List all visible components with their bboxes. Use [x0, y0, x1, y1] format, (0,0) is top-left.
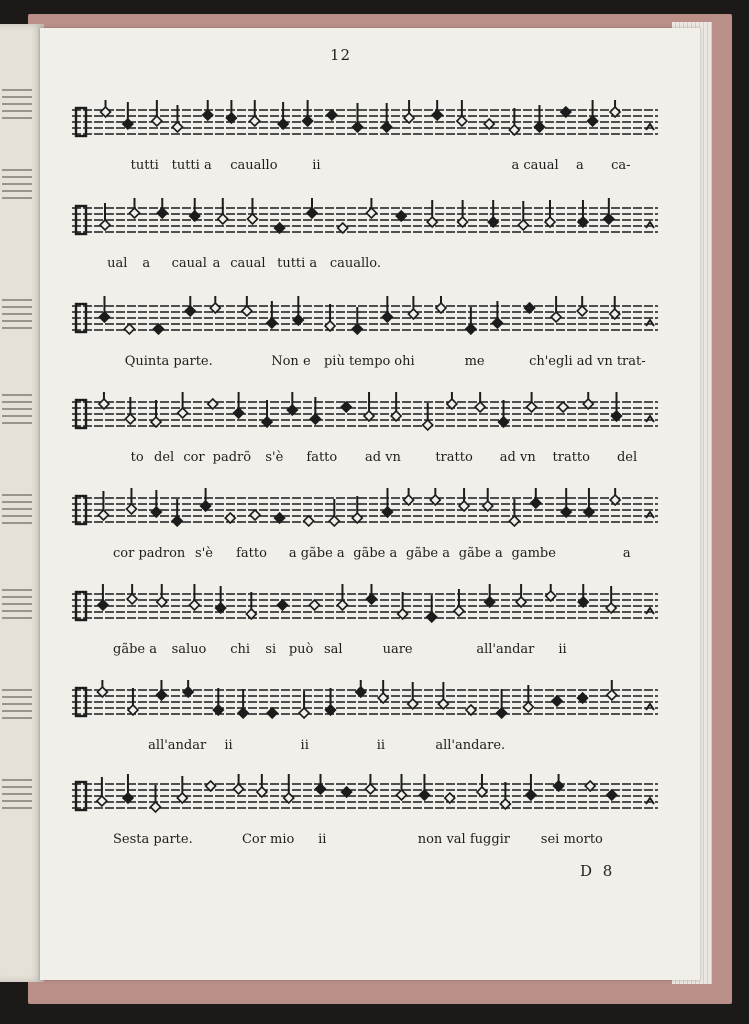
lyric-syllable: cor padron: [113, 546, 186, 561]
lyric-syllable: a: [212, 256, 221, 271]
note-head: [304, 516, 314, 526]
note-head: [497, 708, 507, 718]
note-head: [607, 790, 617, 800]
note-head: [531, 498, 541, 508]
note-head: [518, 220, 528, 230]
lyric-line: [72, 256, 658, 276]
staff: [72, 392, 658, 442]
music-system: [72, 198, 658, 276]
note-head: [172, 122, 182, 132]
lyric-syllable: cauallo.: [329, 256, 382, 271]
lyric-syllable: sal: [323, 642, 343, 657]
lyric-syllable: ii: [312, 158, 321, 173]
lyric-line: [72, 450, 658, 470]
note-head: [277, 600, 287, 610]
note-head: [250, 510, 260, 520]
lyric-syllable: tratto: [552, 450, 590, 465]
note-head: [337, 600, 347, 610]
note-head: [309, 600, 319, 610]
lyric-syllable: tutti: [130, 158, 159, 173]
note-head: [153, 324, 163, 334]
music-system: [72, 100, 658, 178]
lyric-syllable: tutti a: [277, 256, 318, 271]
lyric-syllable: ii: [376, 738, 386, 753]
note-head: [419, 790, 429, 800]
lyric-syllable: s'è: [265, 450, 284, 465]
note-head: [457, 116, 467, 126]
note-head: [382, 122, 392, 132]
staff-notation: [72, 488, 658, 538]
custos-mark: [646, 608, 654, 614]
note-head: [98, 510, 108, 520]
lyric-syllable: uare: [382, 642, 413, 657]
note-head: [341, 402, 351, 412]
note-head: [475, 402, 485, 412]
lyric-syllable: ual: [107, 256, 128, 271]
note-head: [247, 214, 257, 224]
note-head: [352, 324, 362, 334]
music-system: [72, 392, 658, 470]
lyric-syllable: più tempo: [323, 354, 391, 369]
music-system: [72, 296, 658, 374]
note-head: [130, 208, 140, 218]
note-head: [152, 116, 162, 126]
lyric-syllable: fatto: [236, 546, 267, 561]
lyric-syllable: ohi: [394, 354, 415, 369]
lyric-syllable: a: [622, 546, 631, 561]
note-head: [218, 214, 228, 224]
note-head: [588, 116, 598, 126]
staff-notation: [72, 296, 658, 346]
lyric-line: [72, 546, 658, 566]
note-head: [310, 414, 320, 424]
note-head: [492, 318, 502, 328]
note-head: [178, 408, 188, 418]
custos-mark: [646, 320, 654, 326]
lyric-syllable: all'andar: [148, 738, 207, 753]
lyric-syllable: gãbe a: [113, 642, 157, 657]
lyric-syllable: ch'egli ad vn trat-: [529, 354, 646, 369]
staff-notation: [72, 774, 658, 824]
note-head: [151, 802, 161, 812]
lyric-syllable: del: [616, 450, 638, 465]
lyric-line: [72, 158, 658, 178]
signature-mark: D 8: [580, 862, 616, 880]
lyric-line: [72, 832, 658, 852]
lyric-syllable: Sesta parte.: [113, 832, 193, 847]
staff: [72, 488, 658, 538]
note-head: [454, 606, 464, 616]
lyric-syllable: all'andar: [476, 642, 535, 657]
note-head: [365, 784, 375, 794]
note-head: [124, 324, 134, 334]
note-head: [98, 600, 108, 610]
staff: [72, 774, 658, 824]
note-head: [127, 594, 137, 604]
lyric-syllable: caual: [171, 256, 207, 271]
note-head: [185, 306, 195, 316]
left-page-edge: [0, 24, 44, 982]
lyric-line: [72, 738, 658, 758]
lyric-syllable: all'andare.: [435, 738, 506, 753]
page-number: 12: [330, 46, 352, 64]
note-head: [396, 790, 406, 800]
lyric-syllable: ca-: [611, 158, 631, 173]
lyric-syllable: tratto: [435, 450, 473, 465]
note-head: [238, 708, 248, 718]
note-head: [299, 708, 309, 718]
note-head: [126, 504, 136, 514]
lyric-syllable: cor: [183, 450, 205, 465]
lyric-syllable: ad vn: [365, 450, 401, 465]
note-head: [558, 402, 568, 412]
lyric-syllable: padrõ: [212, 450, 252, 465]
lyric-syllable: s'è: [195, 546, 213, 561]
lyric-syllable: cauallo: [230, 158, 278, 173]
custos-mark: [646, 124, 654, 130]
lyric-syllable: gãbe a: [406, 546, 450, 561]
note-head: [156, 690, 166, 700]
music-system: [72, 680, 658, 758]
note-head: [423, 420, 433, 430]
note-head: [307, 208, 317, 218]
staff: [72, 296, 658, 346]
staff-notation: [72, 392, 658, 442]
lyric-syllable: gãbe a: [458, 546, 503, 561]
note-head: [157, 208, 167, 218]
lyric-syllable: chi: [230, 642, 251, 657]
lyric-syllable: può: [288, 642, 314, 657]
music-system: [72, 488, 658, 566]
custos-mark: [646, 704, 654, 710]
lyric-syllable: saluo: [171, 642, 207, 657]
staff: [72, 584, 658, 634]
lyric-syllable: del: [154, 450, 175, 465]
note-head: [552, 696, 562, 706]
staff: [72, 100, 658, 150]
lyric-syllable: ii: [300, 738, 309, 753]
lyric-syllable: a: [142, 256, 151, 271]
note-head: [315, 784, 325, 794]
note-head: [234, 784, 244, 794]
note-head: [172, 516, 182, 526]
lyric-syllable: gambe: [511, 546, 556, 561]
lyric-syllable: Cor mio: [241, 832, 295, 847]
custos-mark: [646, 512, 654, 518]
note-head: [551, 312, 561, 322]
note-head: [250, 116, 260, 126]
note-head: [303, 116, 313, 126]
note-head: [509, 516, 519, 526]
lyric-syllable: non val fuggir: [417, 832, 511, 847]
lyric-syllable: to: [130, 450, 144, 465]
lyric-syllable: me: [464, 354, 485, 369]
lyric-syllable: fatto: [306, 450, 338, 465]
note-head: [432, 110, 442, 120]
note-head: [466, 324, 476, 334]
lyric-line: [72, 354, 658, 374]
staff: [72, 198, 658, 248]
note-head: [189, 600, 199, 610]
note-head: [267, 318, 277, 328]
lyric-syllable: ad vn: [499, 450, 536, 465]
lyric-syllable: caual: [230, 256, 266, 271]
lyric-syllable: ii: [558, 642, 567, 657]
note-head: [234, 408, 244, 418]
note-head: [577, 306, 587, 316]
note-head: [125, 414, 135, 424]
note-head: [523, 702, 533, 712]
note-head: [607, 690, 617, 700]
note-head: [99, 312, 109, 322]
note-head: [203, 110, 213, 120]
lyric-syllable: a caual: [511, 158, 559, 173]
note-head: [242, 306, 252, 316]
note-head: [526, 790, 536, 800]
lyric-syllable: tutti a: [171, 158, 212, 173]
staff-notation: [72, 680, 658, 730]
note-head: [100, 220, 110, 230]
lyric-syllable: si: [265, 642, 277, 657]
note-head: [366, 208, 376, 218]
lyric-syllable: a gãbe a: [288, 546, 345, 561]
lyric-syllable: a: [575, 158, 584, 173]
custos-mark: [646, 416, 654, 422]
note-head: [267, 708, 277, 718]
staff-notation: [72, 584, 658, 634]
staff: [72, 680, 658, 730]
lyric-syllable: ii: [318, 832, 327, 847]
note-head: [534, 122, 544, 132]
custos-mark: [646, 798, 654, 804]
lyric-syllable: Non e: [271, 354, 311, 369]
note-head: [329, 516, 339, 526]
custos-mark: [646, 222, 654, 228]
lyric-syllable: gãbe a: [353, 546, 398, 561]
lyric-syllable: ii: [224, 738, 233, 753]
note-head: [527, 402, 537, 412]
note-head: [366, 594, 376, 604]
music-system: [72, 774, 658, 852]
lyric-syllable: Quinta parte.: [124, 354, 213, 369]
note-head: [353, 122, 363, 132]
note-head: [382, 312, 392, 322]
note-head: [327, 110, 337, 120]
note-head: [427, 612, 437, 622]
music-system: [72, 584, 658, 662]
staff-notation: [72, 100, 658, 150]
lyric-line: [72, 642, 658, 662]
lyric-syllable: sei morto: [540, 832, 603, 847]
staff-notation: [72, 198, 658, 248]
note-head: [97, 796, 107, 806]
note-head: [604, 214, 614, 224]
